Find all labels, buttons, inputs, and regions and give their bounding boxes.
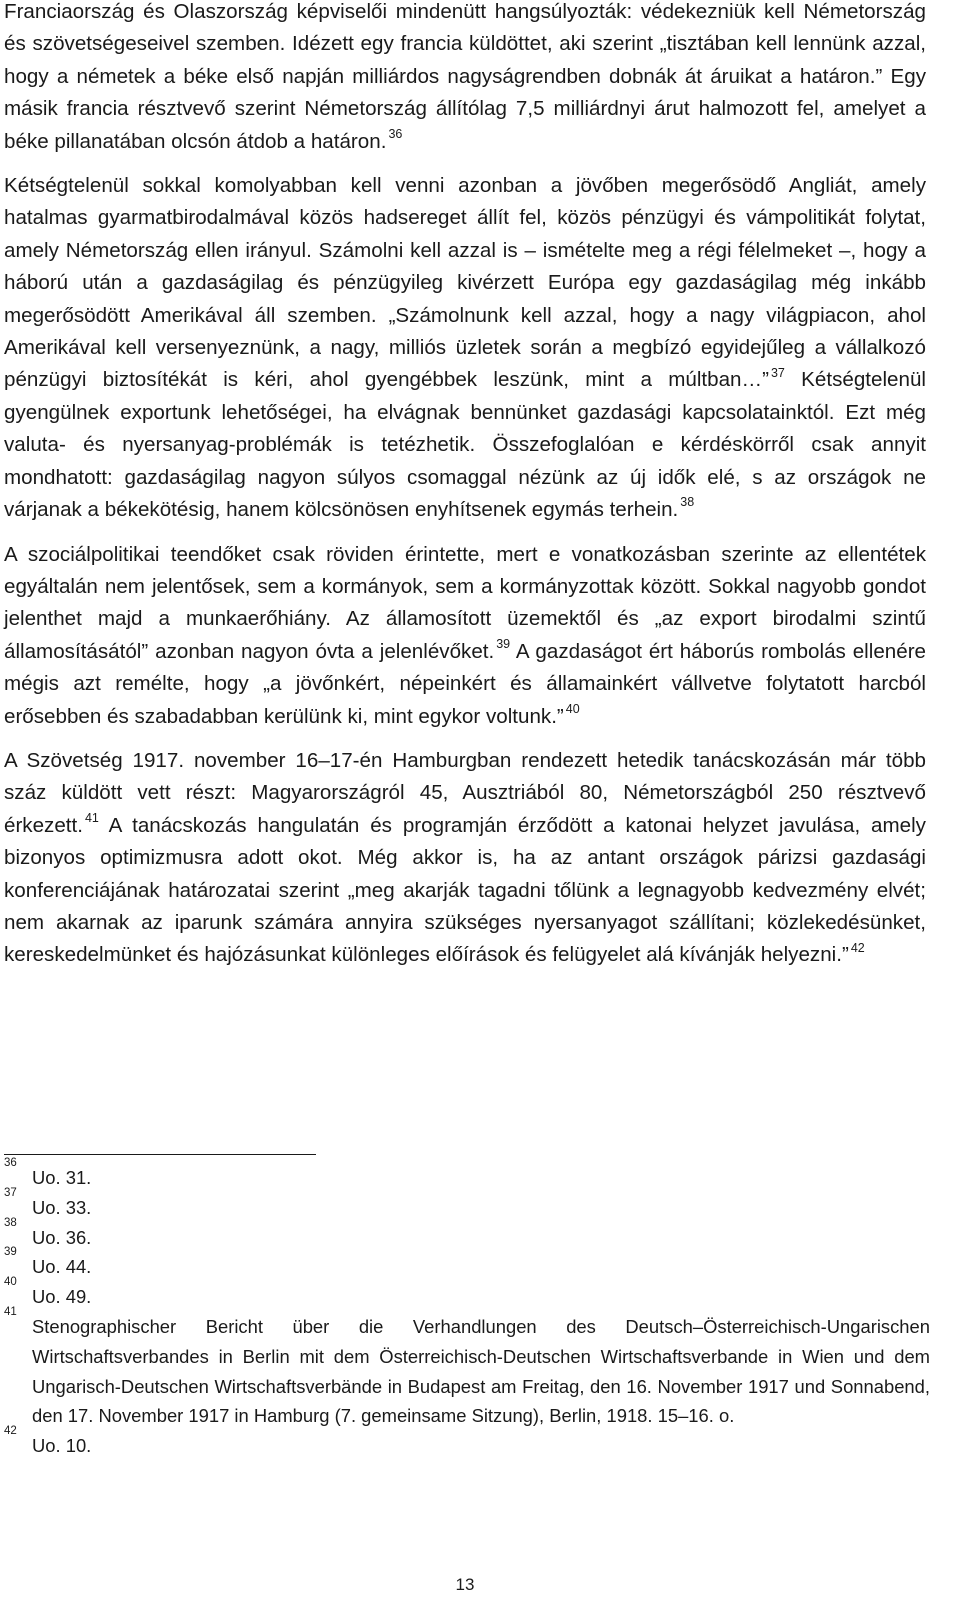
footnote-item — [4, 1216, 930, 1253]
paragraph-4 — [4, 745, 926, 972]
footnote-ref[interactable]: 37 — [770, 365, 785, 380]
footnote-item — [4, 1305, 930, 1431]
footnote-text: Uo. 44. — [32, 1256, 92, 1278]
footnote-item — [4, 1276, 930, 1312]
paragraph-text: A Szövetség 1917. november 16–17-én Hamburgban rendezett hetedik tanácskozásán már több száz küldött vett részt: Magyarországról 45, Ausztriából 80, Németországból 250 résztvevő érkezett. — [4, 748, 926, 837]
footnote-item — [4, 1157, 930, 1193]
footnote-number: 39 — [4, 1246, 17, 1259]
footnote-number: 41 — [4, 1305, 17, 1318]
footnote-text: Uo. 31. — [32, 1167, 92, 1188]
paragraph-text: Kétségtelenül sokkal komolyabban kell venni azonban a jövőben megerősödő Angliát, amely hatalmas gyarmatbirodalmával közös hadsereget állít fel, közös pénzügyi és vámpolitikát folytat, amely Németország ellen irányul. Számolni kell azzal is – ismételte meg a régi félelmeket –, hogy a háború után a gazdaságilag és pénzügyileg kivérzett Európa egy gazdaságilag még inkább megerősödött Amerikával áll szemben. „Számolnunk kell azzal, hogy a nagy világpiacon, ahol Amerikával kell versenyeznünk, a nagy, milliós üzletek során a megbízó egyidejűleg a vállalkozó pénzügyi biztosítékát is kéri, ahol gyengébbek leszünk, mint a múltban…” — [4, 174, 926, 392]
paragraph-text: A szociálpolitikai teendőket csak röviden érintette, mert e vonatkozásban szerinte az ellentétek egyáltalán nem jelentősek, sem a kormányok, sem a kormányzottak között. Sokkal nagyobb gondot jelenthet majd a munkaerőhiány. Az államosított üzemektől és „az export birodalmi szintű államosításától” azonban nagyon óvta a jelenlévőket. — [4, 542, 926, 663]
footnote-number: 38 — [4, 1216, 17, 1229]
footnote-ref[interactable]: 36 — [388, 126, 403, 141]
footnote-number: 36 — [4, 1157, 17, 1169]
paragraph-3 — [4, 539, 926, 733]
footnote-number: 37 — [4, 1186, 17, 1199]
footnote-text: Stenographischer Bericht über die Verhandlungen des Deutsch–Österreichisch-Ungarischen Wirtschaftsverbandes in Berlin mit dem Österreichisch-Deutschen Wirtschaftsverbande in Wien und dem Ungarisch-Deutschen Wirtschaftsverbände in Budapest am Freitag, den 16. November 1917 und Sonnabend, den 17. November 1917 in Hamburg (7. gemeinsame Sitzung), Berlin, 1918. 15–16. o. — [32, 1315, 930, 1427]
footnote-text: Uo. 36. — [32, 1226, 92, 1248]
footnote-ref[interactable]: 39 — [496, 636, 511, 651]
footnotes — [4, 1157, 930, 1461]
main-text — [4, 0, 926, 984]
paragraph-text: Kétségtelenül gyengülnek exportunk lehetőségei, ha elvágnak bennünket gazdasági kapcsolatainktól. Ezt még valuta- és nyersanyag-problémák is tetézhetik. Összefoglalóan e kérdéskörről csak annyit mondhatott: gazdaságilag nagyon súlyos csomaggal nézünk az új idők elé, s az országok ne várjanak a békekötésig, hanem kölcsönösen enyhítsenek egymás terhein. — [4, 368, 926, 522]
footnote-text: Uo. 33. — [32, 1196, 92, 1218]
footnote-ref[interactable]: 40 — [565, 701, 580, 716]
footnote-separator — [4, 1154, 316, 1155]
paragraph-text: Franciaország és Olaszország képviselői mindenütt hangsúlyozták: védekezniük kell Németország és szövetségeseivel szemben. Idézett egy francia küldöttet, aki szerint „tisztában kell lennünk azzal, hogy a németek a béke első napján milliárdos nagyságrendben dobnák át áruikat a határon.” Egy másik francia résztvevő szerint Németország állítólag 7,5 milliárdnyi árut halmozott fel, amelyet a béke pillanatában olcsón átdob a határon. — [4, 0, 926, 153]
footnote-number: 42 — [4, 1425, 17, 1438]
footnote-ref[interactable]: 42 — [850, 940, 865, 955]
page-number: 13 — [455, 1575, 475, 1594]
paragraph-text: A tanácskozás hangulatán és programján érződött a katonai helyzet javulása, amely bizonyos optimizmusra adott okot. Még akkor is, ha az antant országok párizsi gazdasági konferenciájának határozatai szerint „meg akarják tagadni tőlünk a legnagyobb kedvezmény elvét; nem akarnak az iparunk számára annyira szükséges nyersanyagot szállítani; közlekedésünket, kereskedelmünket és hajózásunkat különleges előírások és felügyelet alá kívánják helyezni.” — [4, 813, 926, 967]
footnote-text: Uo. 49. — [32, 1286, 92, 1308]
paragraph-2 — [4, 170, 926, 526]
footnote-ref[interactable]: 38 — [680, 495, 695, 510]
footnote-item — [4, 1186, 930, 1223]
footnote-number: 40 — [4, 1276, 17, 1289]
footnote-text: Uo. 10. — [32, 1435, 92, 1457]
footnote-item — [4, 1425, 930, 1461]
paragraph-1 — [4, 0, 926, 158]
footnote-item — [4, 1246, 930, 1282]
footnote-ref[interactable]: 41 — [84, 810, 99, 825]
paragraph-text: A gazdaságot ért háborús rombolás ellenére mégis azt remélte, hogy „a jövőnkért, népeinkért és államainkért vállvetve folytatott harcból erősebben és szabadabban kerülünk ki, mint egykor voltunk.” — [4, 639, 927, 728]
